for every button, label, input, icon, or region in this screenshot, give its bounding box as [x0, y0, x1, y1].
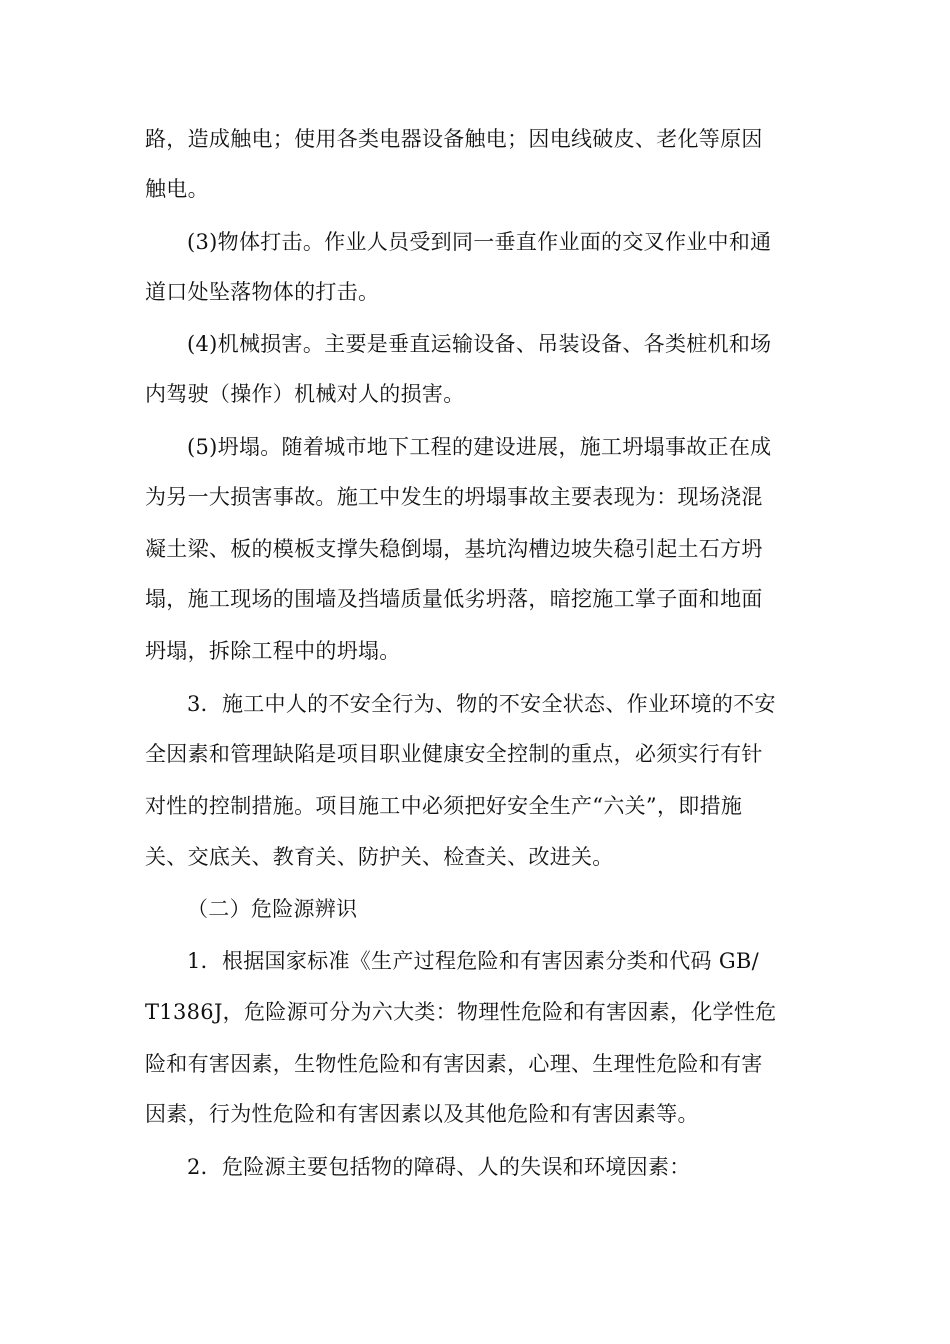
- text-line: (3)物体打击。作业人员受到同一垂直作业面的交叉作业中和通: [187, 230, 772, 254]
- text-line: 为另一大损害事故。施工中发生的坍塌事故主要表现为：现场浇混: [145, 485, 763, 509]
- section-heading: （二）危险源辨识: [187, 897, 358, 921]
- text-line: (4)机械损害。主要是垂直运输设备、吊装设备、各类桩机和场: [187, 332, 772, 356]
- text-line: 3．施工中人的不安全行为、物的不安全状态、作业环境的不安: [187, 692, 776, 716]
- text-line: 因素，行为性危险和有害因素以及其他危险和有害因素等。: [145, 1102, 699, 1126]
- text-line: 2．危险源主要包括物的障碍、人的失误和环境因素：: [187, 1155, 691, 1179]
- text-line: 道口处坠落物体的打击。: [145, 280, 380, 304]
- text-line: 内驾驶（操作）机械对人的损害。: [145, 382, 465, 406]
- text-line: 关、交底关、教育关、防护关、检查关、改进关。: [145, 845, 614, 869]
- text-line: 塌，施工现场的围墙及挡墙质量低劣坍落，暗挖施工掌子面和地面: [145, 587, 763, 611]
- text-line: 凝土梁、板的模板支撑失稳倒塌，基坑沟槽边坡失稳引起土石方坍: [145, 537, 763, 561]
- text-line: 对性的控制措施。项目施工中必须把好安全生产“六关”，即措施: [145, 794, 743, 818]
- text-line: 险和有害因素，生物性危险和有害因素，心理、生理性危险和有害: [145, 1052, 763, 1076]
- text-line: 路，造成触电；使用各类电器设备触电；因电线破皮、老化等原因: [145, 127, 763, 151]
- text-line: (5)坍塌。随着城市地下工程的建设进展，施工坍塌事故正在成: [187, 435, 772, 459]
- text-line: 全因素和管理缺陷是项目职业健康安全控制的重点，必须实行有针: [145, 742, 763, 766]
- text-line: 1．根据国家标准《生产过程危险和有害因素分类和代码 GB/: [187, 949, 760, 973]
- text-line: 触电。: [145, 177, 209, 201]
- text-line: 坍塌，拆除工程中的坍塌。: [145, 639, 401, 663]
- text-line: T1386J，危险源可分为六大类：物理性危险和有害因素，化学性危: [145, 1000, 777, 1024]
